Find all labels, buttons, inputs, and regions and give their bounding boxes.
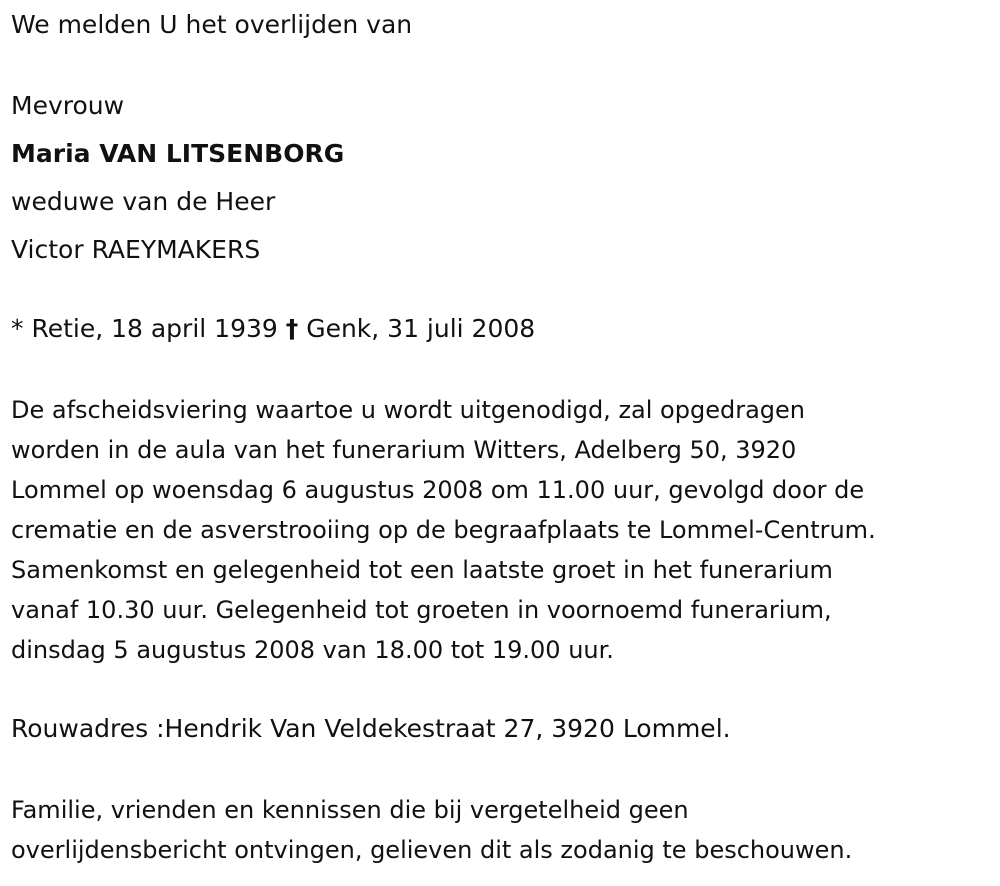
address-text: Rouwadres :Hendrik Van Veldekestraat 27, 3920 Lommel.	[11, 714, 731, 743]
cross-icon: †	[285, 314, 299, 343]
paragraph-line: crematie en de asverstrooiing op de begraafplaats te Lommel-Centrum.	[11, 516, 876, 544]
paragraph-line: worden in de aula van het funerarium Witters, Adelberg 50, 3920	[11, 436, 797, 464]
paragraph-line: Samenkomst en gelegenheid tot een laatste groet in het funerarium	[11, 556, 833, 584]
salutation: Mevrouw	[11, 91, 125, 120]
paragraph-line: De afscheidsviering waartoe u wordt uitgenodigd, zal opgedragen	[11, 396, 805, 424]
paragraph-line: dinsdag 5 augustus 2008 van 18.00 tot 19.00 uur.	[11, 636, 614, 664]
birth-info: * Retie, 18 april 1939	[11, 314, 278, 343]
closing-paragraph	[11, 790, 986, 870]
death-info: Genk, 31 juli 2008	[306, 314, 536, 343]
paragraph-line: vanaf 10.30 uur. Gelegenheid tot groeten in voornoemd funerarium,	[11, 596, 832, 624]
ceremony-paragraph	[11, 390, 986, 670]
spouse-name: Victor RAEYMAKERS	[11, 235, 261, 264]
paragraph-line: overlijdensbericht ontvingen, gelieven dit als zodanig te beschouwen.	[11, 836, 853, 864]
paragraph-line: Lommel op woensdag 6 augustus 2008 om 11.00 uur, gevolgd door de	[11, 476, 865, 504]
life-dates	[11, 314, 535, 344]
deceased-name: Maria VAN LITSENBORG	[11, 139, 345, 168]
paragraph-line: Familie, vrienden en kennissen die bij vergetelheid geen	[11, 796, 689, 824]
relation-text: weduwe van de Heer	[11, 187, 276, 216]
intro-text: We melden U het overlijden van	[11, 10, 413, 39]
